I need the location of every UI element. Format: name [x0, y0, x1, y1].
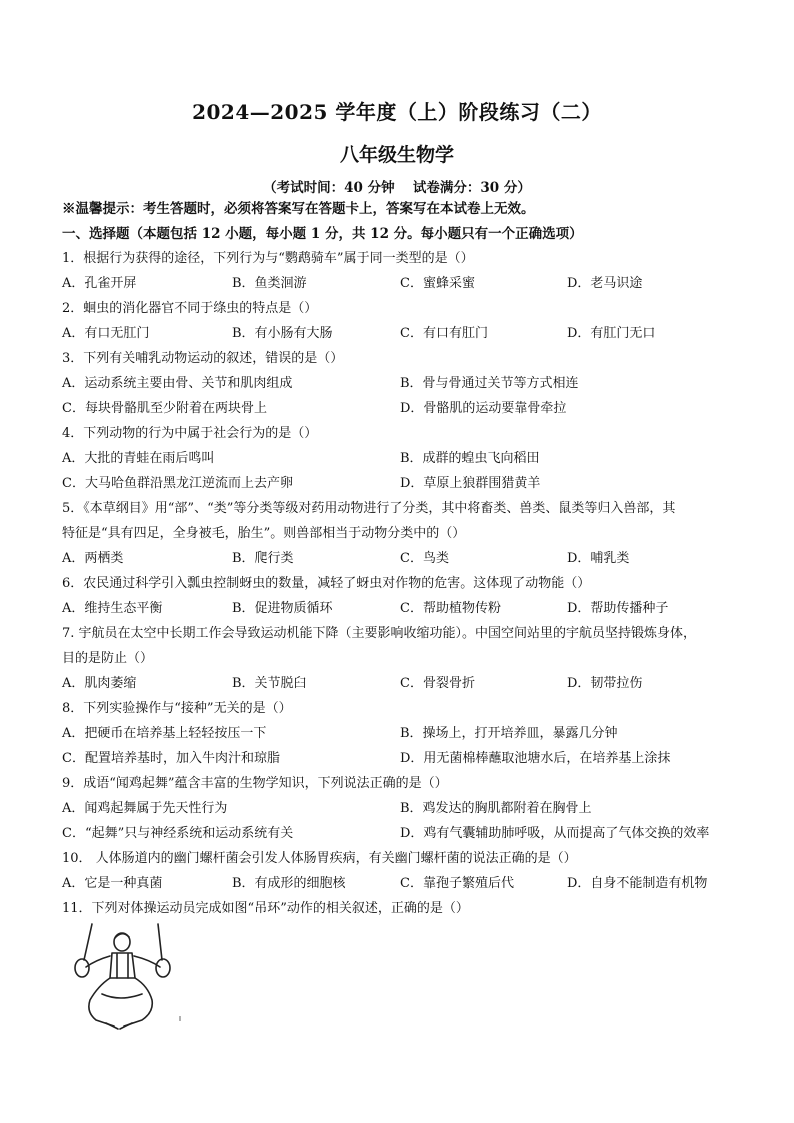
option: B．成群的蝗虫飞向稻田	[400, 451, 540, 466]
question-stem: 10． 人体肠道内的幽门螺杆菌会引发人体肠胃疾病，有关幽门螺杆菌的说法正确的是（）	[62, 851, 577, 866]
option-row	[62, 675, 742, 693]
option-row	[62, 725, 742, 743]
option: C．有口有肛门	[400, 326, 488, 341]
option: A．它是一种真菌	[62, 876, 163, 891]
option-row	[62, 375, 742, 393]
option: B．有成形的细胞核	[232, 876, 346, 891]
option: C．骨裂骨折	[400, 676, 475, 691]
option-row	[62, 825, 742, 843]
question-stem: 5．《本草纲目》用“部”、“类”等分类等级对药用动物进行了分类，其中将畜类、兽类、鼠类等归入兽部，其	[62, 501, 676, 516]
option: A．大批的青蛙在雨后鸣叫	[62, 451, 215, 466]
option: C．帮助植物传粉	[400, 601, 501, 616]
question-stem: 1．根据行为获得的途径，下列行为与“鹦鹉骑车”属于同一类型的是（）	[62, 251, 474, 266]
option: A．孔雀开屏	[62, 276, 137, 291]
option: D．用无菌棉棒蘸取池塘水后，在培养基上涂抹	[400, 751, 671, 766]
option: D．帮助传播种子	[567, 601, 669, 616]
option-row	[62, 400, 742, 418]
question-stem: 4．下列动物的行为中属于社会行为的是（）	[62, 426, 318, 441]
option: C．蜜蜂采蜜	[400, 276, 475, 291]
option: D．韧带拉伤	[567, 676, 643, 691]
question-stem: 11．下列对体操运动员完成如图“吊环”动作的相关叙述，正确的是（）	[62, 901, 469, 916]
option: C．“起舞”只与神经系统和运动系统有关	[62, 826, 294, 841]
option: D．自身不能制造有机物	[567, 876, 708, 891]
option: A．闻鸡起舞属于先天性行为	[62, 801, 228, 816]
option-row	[62, 600, 742, 618]
exam-meta: （考试时间：40 分钟 试卷满分：30 分）	[263, 180, 531, 196]
exam-subject: 八年级生物学	[339, 144, 454, 166]
option-row	[62, 800, 742, 818]
question-stem-continued: 特征是“具有四足，全身被毛，胎生”。则兽部相当于动物分类中的（）	[62, 526, 466, 541]
option: B．促进物质循环	[232, 601, 333, 616]
exam-title: 2024—2025 学年度（上）阶段练习（二）	[192, 100, 602, 124]
question-stem: 8．下列实验操作与“接种”无关的是（）	[62, 701, 292, 716]
option: B．有小肠有大肠	[232, 326, 333, 341]
option: C．靠孢子繁殖后代	[400, 876, 514, 891]
option: B．关节脱臼	[232, 676, 307, 691]
option: A．把硬币在培养基上轻轻按压一下	[62, 726, 267, 741]
option: D．鸡有气囊辅助肺呼吸，从而提高了气体交换的效率	[400, 826, 710, 841]
option: D．骨骼肌的运动要靠骨牵拉	[400, 401, 567, 416]
option-row	[62, 750, 742, 768]
option: A．肌肉萎缩	[62, 676, 137, 691]
option-row	[62, 450, 742, 468]
option-row	[62, 875, 742, 893]
option: D．有肛门无口	[567, 326, 656, 341]
question-stem: 6．农民通过科学引入瓢虫控制蚜虫的数量，减轻了蚜虫对作物的危害。这体现了动物能（）	[62, 576, 591, 591]
option: D．哺乳类	[567, 551, 630, 566]
option: C．每块骨骼肌至少附着在两块骨上	[62, 401, 267, 416]
option: A．有口无肛门	[62, 326, 150, 341]
option: B．鱼类洄游	[232, 276, 307, 291]
option: C．鸟类	[400, 551, 449, 566]
question-stem: 3．下列有关哺乳动物运动的叙述，错误的是（）	[62, 351, 344, 366]
option: B．操场上，打开培养皿，暴露几分钟	[400, 726, 618, 741]
notice: ※温馨提示：考生答题时，必须将答案写在答题卡上，答案写在本试卷上无效。	[62, 201, 535, 217]
option: A．两栖类	[62, 551, 124, 566]
option-row	[62, 325, 742, 343]
question-stem: 9．成语“闻鸡起舞”蕴含丰富的生物学知识，下列说法正确的是（）	[62, 776, 448, 791]
gymnast-rings-figure	[62, 920, 192, 1035]
option: B．爬行类	[232, 551, 294, 566]
option: B．骨与骨通过关节等方式相连	[400, 376, 579, 391]
section-heading: 一、选择题（本题包括 12 小题，每小题 1 分，共 12 分。每小题只有一个正确选项）	[62, 226, 583, 242]
option-row	[62, 275, 742, 293]
option-row	[62, 550, 742, 568]
option: B．鸡发达的胸肌都附着在胸骨上	[400, 801, 592, 816]
question-stem: 2．蛔虫的消化器官不同于绦虫的特点是（）	[62, 301, 318, 316]
option: A．维持生态平衡	[62, 601, 163, 616]
option: D．草原上狼群围猎黄羊	[400, 476, 541, 491]
question-stem: 7. 宇航员在太空中长期工作会导致运动机能下降（主要影响收缩功能）。中国空间站里的宇航员坚持锻炼身体，	[62, 626, 697, 641]
option: A．运动系统主要由骨、关节和肌肉组成	[62, 376, 293, 391]
option-row	[62, 475, 742, 493]
option: C．配置培养基时，加入牛肉汁和琼脂	[62, 751, 280, 766]
option: C．大马哈鱼群沿黑龙江逆流而上去产卵	[62, 476, 293, 491]
option: D．老马识途	[567, 276, 643, 291]
question-stem-continued: 目的是防止（）	[62, 651, 154, 666]
